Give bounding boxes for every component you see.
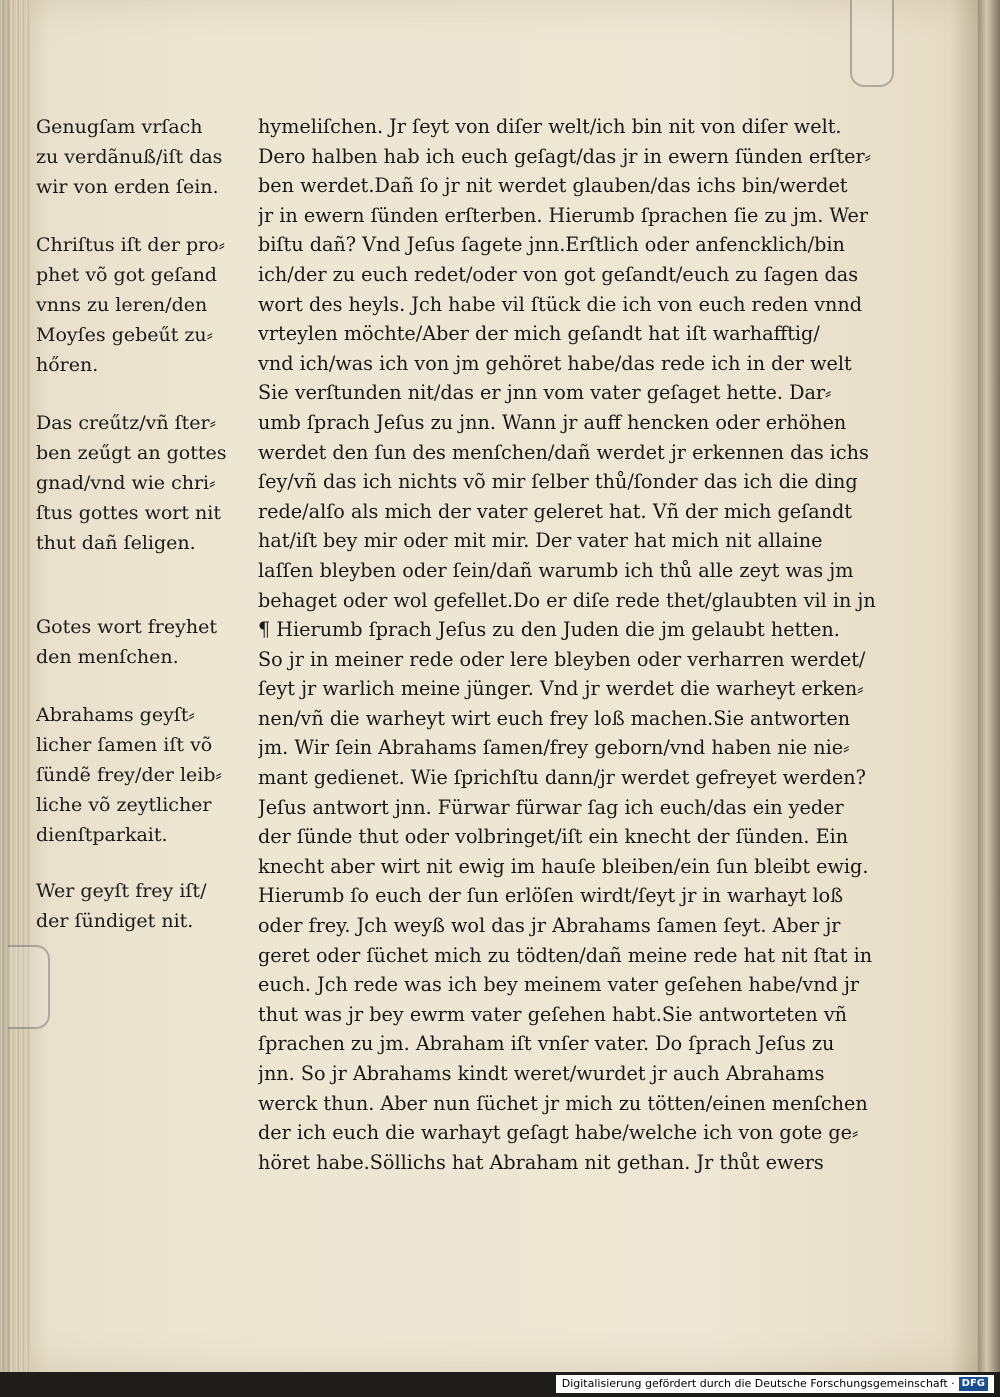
main-text-line: jr in ewern ſünden erſterben. Hierumb ſprachen ſie zu jm. Wer [258,203,869,227]
main-text-line: Hierumb ſo euch der ſun erlöſen wirdt/ſeyt jr in warhayt loß [258,884,844,908]
margin-note-line: ſtus gottes wort nit [36,502,222,524]
margin-note-line: ſündẽ frey/der leib⸗ [36,764,222,786]
main-text-line: hymeliſchen. Jr ſeyt von diſer welt/ich bin nit von diſer welt. [258,115,842,138]
main-text-line: So jr in meiner rede oder lere bleyben oder verharren werdet/ [258,647,866,671]
main-text-line: Sie verſtunden nit/das er jnn vom vater geſaget hette. Dar⸗ [258,381,832,405]
margin-note [36,700,248,850]
main-text-line: der ſünde thut oder volbringet/iſt ein knecht der ſünden. Ein [258,825,849,849]
margin-note-line: licher ſamen iſt võ [36,734,213,756]
main-text-line: ben werdet.Dañ ſo jr nit werdet glauben/das ichs bin/werdet [258,174,848,198]
margin-note-line: Chriſtus iſt der pro⸗ [36,234,225,256]
margin-note [36,408,248,558]
main-text-line: Jeſus antwort jnn. Fürwar fürwar ſag ich euch/das ein yeder [258,795,844,819]
margin-note-line: den menſchen. [36,646,179,668]
main-text-line: geret oder ſüchet mich zu tödten/dañ meine rede hat nit ſtat in [258,943,873,967]
margin-note [36,612,248,672]
main-text-line: nen/vñ die warheyt wirt euch frey loß machen.Sie antworten [258,706,851,730]
page-edge-stack [0,0,30,1372]
margin-note [36,876,248,936]
margin-note-line: thut dañ ſeligen. [36,532,196,554]
margin-note-line: der ſündiget nit. [36,910,194,932]
main-text-line: Dero halben hab ich euch geſagt/das jr in ewern ſünden erſter⸗ [258,144,872,168]
main-text-line: behaget oder wol gefellet.Do er diſe rede thet/glaubten vil in jn [258,588,876,612]
main-text-line: euch. Jch rede was ich bey meinem vater geſehen habe/vnd jr [258,973,860,997]
margin-note-line: Wer geyſt frey iſt/ [36,880,207,902]
main-text-line: biſtu dañ? Vnd Jeſus ſagete jnn.Erſtlich oder anfencklich/bin [258,233,845,257]
main-text-line: jnn. So jr Abrahams kindt weret/wurdet jr auch Abrahams [258,1062,825,1085]
margin-note-line: ben zeűgt an gottes [36,442,227,464]
main-text-line: vrteylen möchte/Aber der mich geſandt hat iſt warhafftig/ [258,322,820,346]
main-text-line: knecht aber wirt nit ewig im hauſe bleiben/ein ſun bleibt ewig. [258,854,869,878]
dfg-logo: DFG [959,1377,988,1391]
margin-note-line: vnns zu leren/den [36,294,208,316]
margin-note [36,112,248,202]
main-text-line: werck thun. Aber nun ſüchet jr mich zu tötten/einen menſchen [258,1091,868,1115]
margin-note-line: zu verdãnuß/iſt das [36,146,223,168]
margin-note-line: Moyſes gebeűt zu⸗ [36,324,213,346]
margin-note-line: dienſtparkait. [36,824,168,846]
main-text-line: höret habe.Söllichs hat Abraham nit gethan. Jr thůt ewers [258,1150,824,1174]
main-text-line: rede/alſo als mich der vater geleret hat. Vñ der mich geſandt [258,499,852,523]
main-text-line: ich/der zu euch redet/oder von got geſandt/euch zu ſagen das [258,262,859,286]
main-text-column [258,112,918,1177]
funding-credit-text: Digitalisierung gefördert durch die Deutsche Forschungsgemeinschaft · [561,1377,955,1390]
main-text-line: mant gedienet. Wie ſprichſtu dann/jr werdet gefreyet werden? [258,766,866,790]
main-text-line: ſey/vñ das ich nichts võ mir ſelber thů/ſonder das ich die ding [258,470,858,494]
margin-note-line: liche võ zeytlicher [36,794,212,816]
footer-bar [0,1372,1000,1397]
main-text-line: laſſen bleyben oder ſein/dañ warumb ich thů alle zeyt was jm [258,558,854,582]
margin-note-line: gnad/vnd wie chri⸗ [36,472,216,494]
main-text-line: hat/iſt bey mir oder mit mir. Der vater hat mich nit allaine [258,529,823,553]
main-text-line: thut was jr bey ewrm vater geſehen habt.Sie antworteten vñ [258,1002,848,1026]
film-clip-left [8,945,50,1029]
margin-note-line: Abrahams geyſt⸗ [36,704,195,726]
main-text-line: der ich euch die warhayt geſagt habe/welche ich von gote ge⸗ [258,1121,859,1145]
main-text-line: ſprachen zu jm. Abraham iſt vnſer vater. Do ſprach Jeſus zu [258,1032,835,1056]
film-clip-top [850,0,894,87]
main-text-line: umb ſprach Jeſus zu jnn. Wann jr auff hencken oder erhöhen [258,410,847,434]
margin-note-line: Genugſam vrſach [36,116,203,138]
margin-note [36,230,248,380]
page-right-edge [978,0,1000,1372]
funding-credit [556,1375,994,1393]
main-text-line: jm. Wir ſein Abrahams ſamen/frey geborn/vnd haben nie nie⸗ [258,736,850,760]
margin-note-line: hőren. [36,354,99,376]
main-text-line: oder frey. Jch weyß wol das jr Abrahams ſamen ſeyt. Aber jr [258,914,841,938]
margin-note-line: Das creűtz/vñ ſter⸗ [36,412,216,434]
main-text-line: ¶ Hierumb ſprach Jeſus zu den Juden die jm gelaubt hetten. [258,618,840,642]
main-text-line: wort des heyls. Jch habe vil ſtück die ich von euch reden vnnd [258,292,862,316]
margin-note-line: wir von erden ſein. [36,176,219,198]
margin-note-line: phet võ got geſand [36,264,217,286]
main-text-line: vnd ich/was ich von jm gehöret habe/das rede ich in der welt [258,351,852,375]
margin-note-line: Gotes wort freyhet [36,616,217,638]
main-text-line: werdet den ſun des menſchen/dañ werdet jr erkennen das ichs [258,440,869,464]
main-text-line: ſeyt jr warlich meine jünger. Vnd jr werdet die warheyt erken⸗ [258,677,864,701]
